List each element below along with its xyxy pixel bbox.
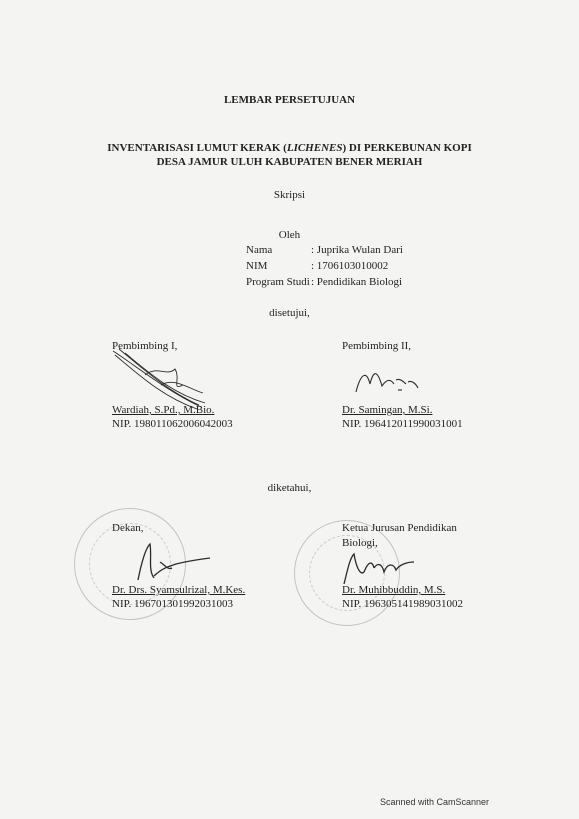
doc-by: Oleh — [278, 229, 301, 241]
author-prodi-label: Program Studi — [246, 276, 310, 288]
dekan-nip: NIP. 196701301992031003 — [112, 598, 234, 610]
doc-title-line1-italic: LICHENES — [286, 142, 343, 154]
author-prodi-value: : Pendidikan Biologi — [311, 276, 403, 288]
author-name-label: Nama — [246, 244, 273, 256]
doc-title-line1 — [0, 142, 579, 155]
kajur-nip: NIP. 196305141989031002 — [342, 598, 464, 610]
author-nim-value: : 1706103010002 — [311, 260, 389, 272]
kajur-name: Dr. Muhibbuddin, M.S. — [342, 584, 446, 596]
kajur-role-line1: Ketua Jurusan Pendidikan — [342, 522, 457, 534]
pembimbing2-signature — [352, 362, 432, 398]
pembimbing2-role: Pembimbing II, — [342, 340, 412, 352]
doc-type: Skripsi — [273, 189, 306, 201]
pembimbing1-role: Pembimbing I, — [112, 340, 178, 352]
dekan-name: Dr. Drs. Syamsulrizal, M.Kes. — [112, 584, 246, 596]
dekan-role: Dekan, — [112, 522, 144, 534]
approved-label: disetujui, — [269, 307, 310, 319]
pembimbing2-nip: NIP. 196412011990031001 — [342, 418, 463, 430]
doc-title-line2: DESA JAMUR ULUH KABUPATEN BENER MERIAH — [156, 156, 423, 168]
author-nim-label: NIM — [246, 260, 268, 272]
doc-title-line1-post: ) DI PERKEBUNAN KOPI — [342, 142, 472, 154]
dekan-signature — [118, 540, 218, 586]
scanner-watermark: Scanned with CamScanner — [379, 797, 489, 807]
doc-heading: LEMBAR PERSETUJUAN — [223, 94, 356, 106]
author-name-value: : Juprika Wulan Dari — [311, 244, 403, 256]
kajur-role-line2: Biologi, — [342, 537, 378, 549]
known-label: diketahui, — [267, 482, 312, 494]
pembimbing2-name: Dr. Samingan, M.Si. — [342, 404, 433, 416]
doc-title-line1-pre: INVENTARISASI LUMUT KERAK ( — [107, 142, 287, 154]
pembimbing1-nip: NIP. 198011062006042003 — [112, 418, 233, 430]
pembimbing1-name: Wardiah, S.Pd., M.Bio. — [112, 404, 215, 416]
kajur-signature — [338, 548, 418, 588]
